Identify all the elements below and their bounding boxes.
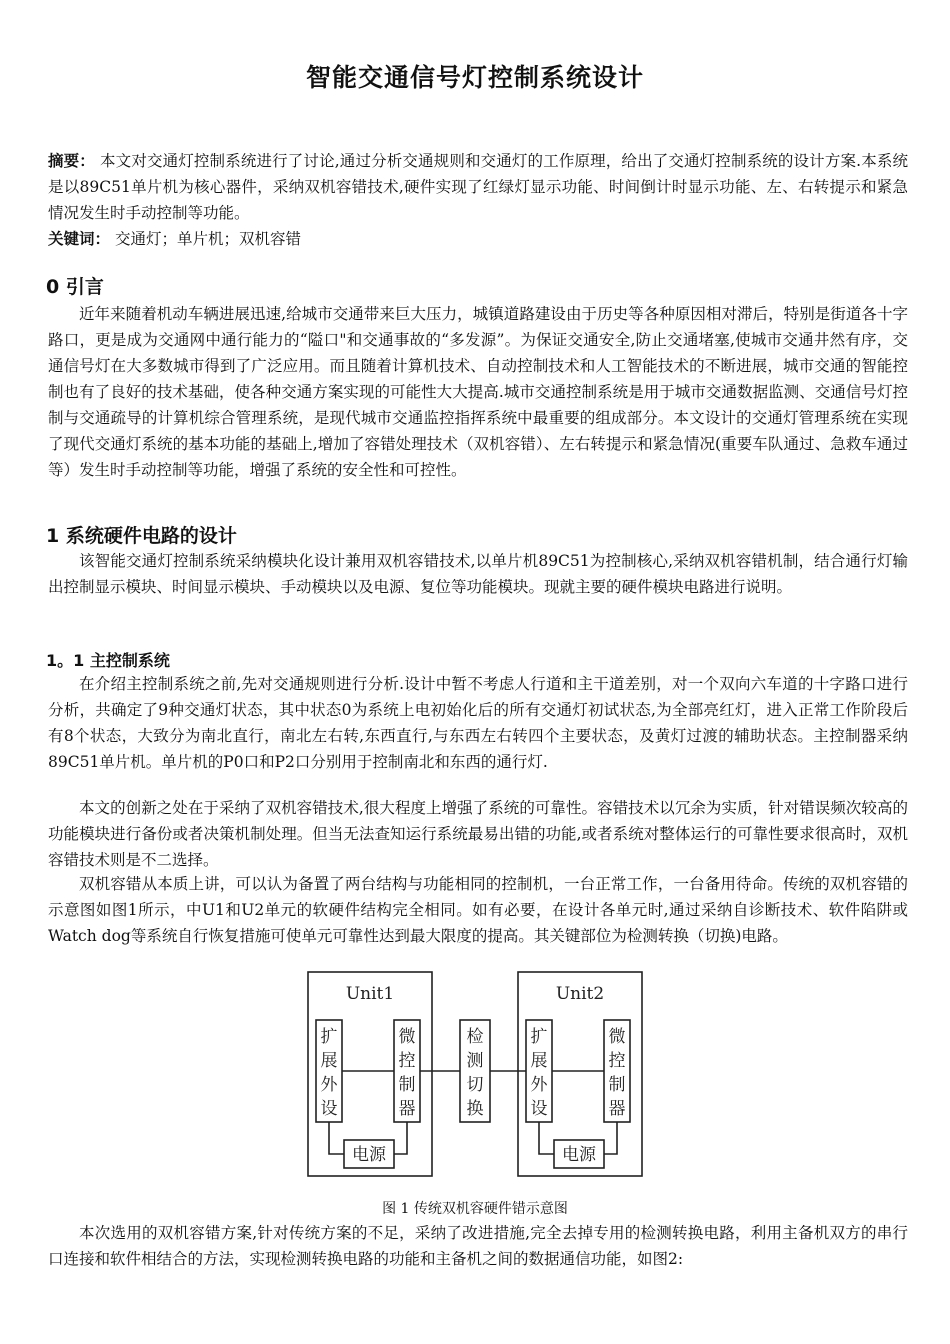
- unit2-expander-char: 展: [530, 1051, 548, 1071]
- abstract-paragraph: [48, 148, 908, 226]
- unit2-controller-char: 制: [608, 1075, 626, 1095]
- paper-title: 智能交通信号灯控制系统设计: [305, 63, 644, 92]
- section-1-1-paragraph-1: 在介绍主控制系统之前,先对交通规则进行分析.设计中暂不考虑人行道和主干道差别，对一个双向六车道的十字路口进行分析，共确定了9种交通灯状态，其中状态0为系统上电初始化后的所有交通灯初试状态,为全部亮红灯，进入正常工作阶段后有8个状态，大致分为南北直行，南北左右转,东西直行,与东西左右转四个主要状态，及黄灯过渡的辅助状态。主控制器采纳89C51单片机。单片机的P0口和P2口分别用于控制南北和东西的通行灯.: [48, 675, 908, 771]
- keywords-label: 关键词：: [48, 230, 111, 248]
- switch-char: 测: [466, 1051, 484, 1071]
- abstract-text: 本文对交通灯控制系统进行了讨论,通过分析交通规则和交通灯的工作原理，给出了交通灯控制系统的设计方案.本系统是以89C51单片机为核心器件，采纳双机容错技术,硬件实现了红绿灯显示功能、时间倒计时显示功能、左、右转提示和紧急情况发生时手动控制等功能。: [48, 152, 908, 222]
- unit1-power-left-line: [329, 1122, 344, 1154]
- unit2-expander-char: 外: [530, 1075, 548, 1095]
- unit1-controller-char: 器: [398, 1099, 416, 1119]
- unit1-expander-char: 展: [320, 1051, 338, 1071]
- unit2-power-label: 电源: [562, 1145, 596, 1165]
- section-0-heading: 0 引言: [46, 276, 104, 298]
- switch-char: 切: [466, 1075, 484, 1095]
- unit2-power-left-line: [539, 1122, 554, 1154]
- unit2-expander-char: 设: [530, 1099, 548, 1119]
- section-0-paragraph-1: 近年来随着机动车辆进展迅速,给城市交通带来巨大压力，城镇道路建设由于历史等各种原因相对滞后，特别是街道各十字路口，更是成为交通网中通行能力的“隘口"和交通事故的“多发源”。为保证交通安全,防止交通堵塞,使城市交通井然有序，交通信号灯在大多数城市得到了广泛应用。而且随着计算机技术、自动控制技术和人工智能技术的不断进展，城市交通的智能控制也有了良好的技术基础，使各种交通方案实现的可能性大大提高.城市交通控制系统是用于城市交通数据监测、交通信号灯控制与交通疏导的计算机综合管理系统，是现代城市交通监控指挥系统中最重要的组成部分。本文设计的交通灯管理系统在实现了现代交通灯系统的基本功能的基础上,增加了容错处理技术（双机容错）、左右转提示和紧急情况(重要车队通过、急救车通过等）发生时手动控制等功能，增强了系统的安全性和可控性。: [48, 305, 908, 479]
- unit2-expander-char: 扩: [530, 1027, 548, 1047]
- unit2-controller-char: 器: [608, 1099, 626, 1119]
- unit2-controller-char: 控: [608, 1051, 626, 1071]
- section-1-heading: 1 系统硬件电路的设计: [46, 525, 237, 547]
- section-1-paragraph-1: 该智能交通灯控制系统采纳模块化设计兼用双机容错技术,以单片机89C51为控制核心,采纳双机容错机制，结合通行灯输出控制显示模块、时间显示模块、手动模块以及电源、复位等功能模块。现就主要的硬件模块电路进行说明。: [48, 552, 908, 596]
- keywords-text: 交通灯；单片机；双机容错: [110, 230, 301, 248]
- unit1-expander-char: 扩: [320, 1027, 338, 1047]
- unit1-expander-char: 设: [320, 1099, 338, 1119]
- abstract-label: 摘要：: [48, 152, 95, 170]
- section-1-1-paragraph-2: 本文的创新之处在于采纳了双机容错技术,很大程度上增强了系统的可靠性。容错技术以冗余为实质，针对错误频次较高的功能模块进行备份或者决策机制处理。但当无法查知运行系统最易出错的功能,或者系统对整体运行的可靠性要求很高时，双机容错技术则是不二选择。: [48, 799, 908, 869]
- closing-paragraph: 本次选用的双机容错方案,针对传统方案的不足，采纳了改进措施,完全去掉专用的检测转换电路，利用主备机双方的串行口连接和软件相结合的方法，实现检测转换电路的功能和主备机之间的数据通信功能，如图2:: [48, 1224, 908, 1268]
- switch-char: 换: [466, 1099, 484, 1119]
- switch-char: 检: [466, 1027, 484, 1047]
- keywords-paragraph: [48, 226, 908, 252]
- section-1-1-heading: 1。1 主控制系统: [46, 651, 170, 670]
- unit1-controller-char: 微: [398, 1027, 416, 1047]
- unit1-power-right-line: [394, 1122, 407, 1154]
- unit2-power-right-line: [604, 1122, 617, 1154]
- unit2-controller-char: 微: [608, 1027, 626, 1047]
- unit1-controller-char: 控: [398, 1051, 416, 1071]
- figure-1-diagram: [306, 970, 644, 1180]
- unit1-power-label: 电源: [352, 1145, 386, 1165]
- unit1-label: Unit1: [345, 984, 395, 1004]
- unit1-expander-char: 外: [320, 1075, 338, 1095]
- unit1-controller-char: 制: [398, 1075, 416, 1095]
- figure-1-caption: 图 1 传统双机容硬件错示意图: [382, 1201, 568, 1217]
- unit2-label: Unit2: [555, 984, 605, 1004]
- section-1-1-paragraph-3: 双机容错从本质上讲，可以认为备置了两台结构与功能相同的控制机，一台正常工作，一台备用待命。传统的双机容错的示意图如图1所示，中U1和U2单元的软硬件结构完全相同。如有必要，在设计各单元时,通过采纳自诊断技术、软件陷阱或Watch dog等系统自行恢复措施可使单元可靠性达到最大限度的提高。其关键部位为检测转换（切换)电路。: [48, 875, 908, 945]
